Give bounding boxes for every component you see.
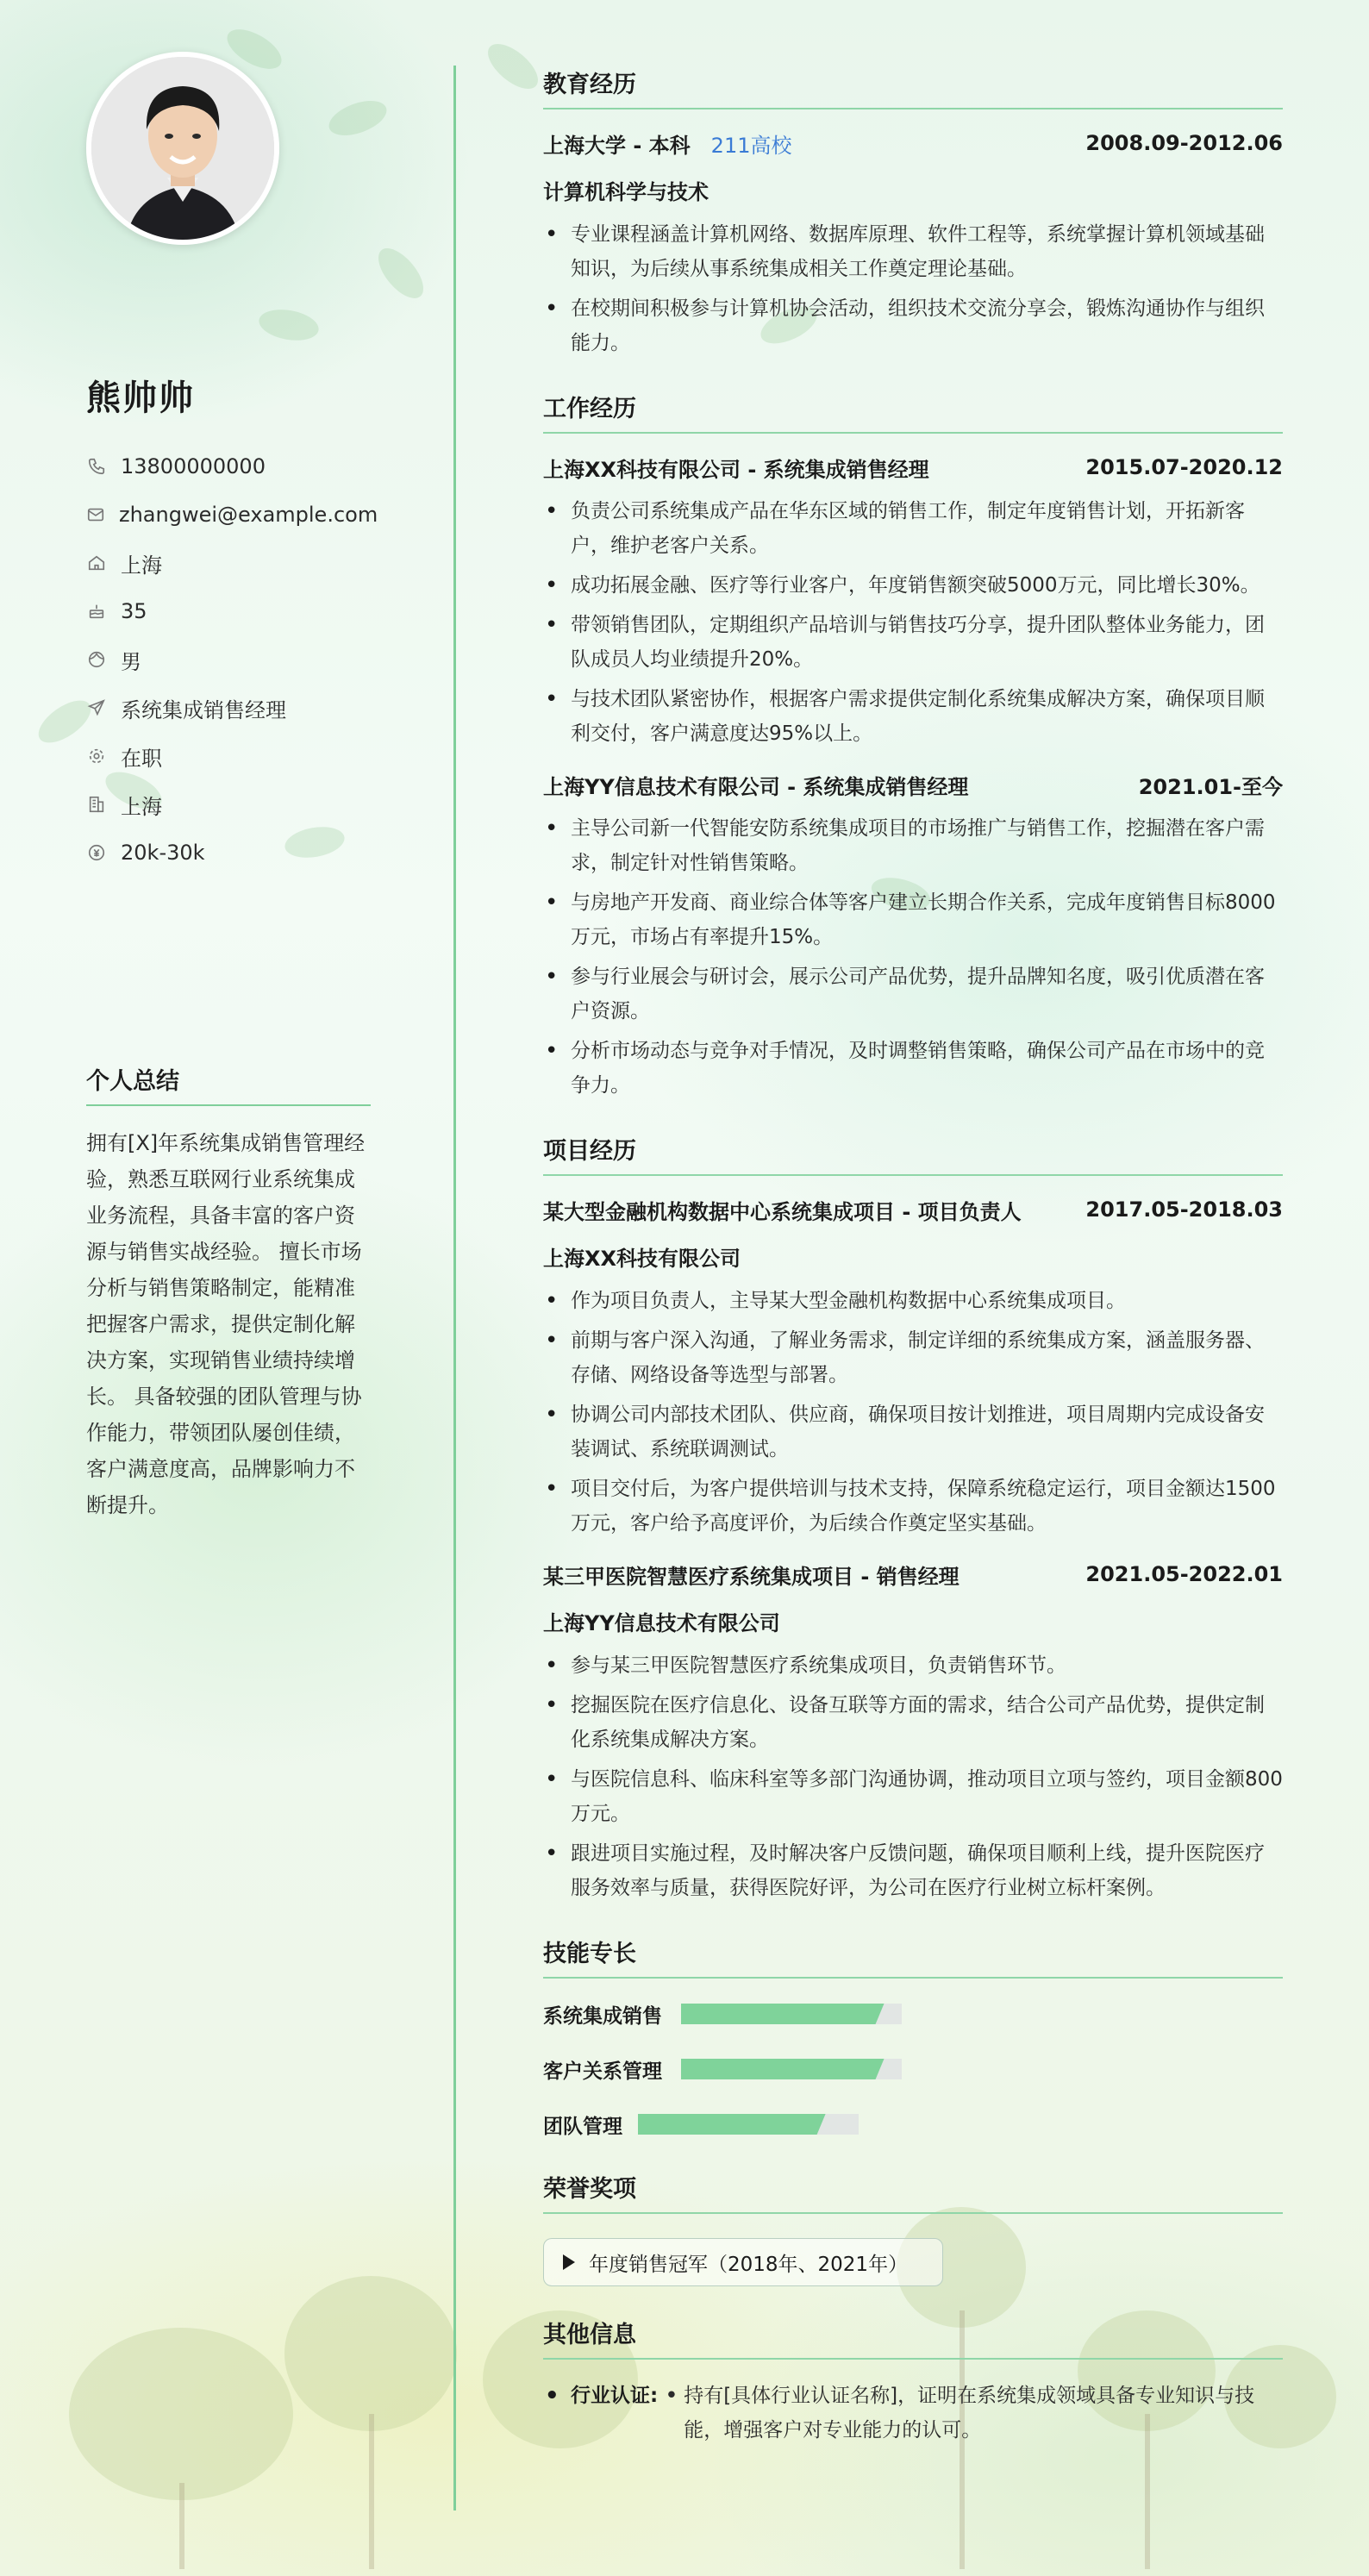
other-value: • 持有[具体行业认证名称]，证明在系统集成领域具备专业知识与技能，增强客户对专业能力的认可。	[658, 2379, 1283, 2448]
expand-arrow-icon	[563, 2254, 575, 2270]
salary-text: 20k-30k	[121, 841, 205, 865]
other-label: • 行业认证:	[543, 2379, 658, 2448]
list-item: • 前期与客户深入沟通，了解业务需求，制定详细的系统集成方案，涵盖服务器、存储、网络设备等选型与部署。	[543, 1323, 1283, 1392]
list-item: • 跟进项目实施过程，及时解决客户反馈问题，确保项目顺利上线，提升医院医疗服务效率与质量，获得医院好评，为公司在医疗行业树立标杆案例。	[543, 1836, 1283, 1905]
building-icon	[86, 794, 107, 815]
other-item	[543, 2379, 1283, 2448]
work-entry	[543, 770, 1283, 1103]
list-item: • 负责公司系统集成产品在华东区域的销售工作，制定年度销售计划，开拓新客户，维护老客户关系。	[543, 494, 1283, 563]
work-bullets	[543, 811, 1283, 1103]
list-item: • 作为项目负责人，主导某大型金融机构数据中心系统集成项目。	[543, 1284, 1283, 1318]
project-company: 上海YY信息技术有限公司	[543, 1611, 780, 1635]
project-company: 上海XX科技有限公司	[543, 1247, 741, 1271]
awards-title: 荣誉奖项	[543, 2170, 1283, 2214]
skill-bar	[681, 2059, 902, 2079]
email-text: zhangwei@example.com	[119, 503, 378, 527]
education-entry	[543, 128, 1283, 360]
main-content	[543, 66, 1283, 2477]
column-divider	[453, 66, 456, 2510]
work-company: 上海YY信息技术有限公司 - 系统集成销售经理	[543, 774, 969, 799]
phone-text: 13800000000	[121, 454, 266, 478]
phone-icon	[86, 456, 107, 477]
skills-title: 技能专长	[543, 1935, 1283, 1979]
skill-label: 团队管理	[543, 2115, 622, 2138]
award-text: 年度销售冠军（2018年、2021年）	[589, 2253, 909, 2276]
list-item: • 分析市场动态与竞争对手情况，及时调整销售策略，确保公司产品在市场中的竞争力。	[543, 1034, 1283, 1103]
list-item: • 带领销售团队，定期组织产品培训与销售技巧分享，提升团队整体业务能力，团队成员人均业绩提升20%。	[543, 608, 1283, 677]
age-text: 35	[121, 599, 147, 623]
project-name: 某三甲医院智慧医疗系统集成项目 - 销售经理	[543, 1564, 960, 1589]
face-icon	[86, 649, 107, 670]
location-text: 上海	[121, 553, 162, 578]
work-entry	[543, 453, 1283, 751]
summary-text: 拥有[X]年系统集成销售管理经验，熟悉互联网行业系统集成业务流程，具备丰富的客户资源与销售实战经验。 擅长市场分析与销售策略制定，能精准把握客户需求，提供定制化解决方案，实现销售业绩持续增长。 具备较强的团队管理与协作能力，带领团队屡创佳绩，客户满意度高，品牌影响力不断提升。	[86, 1131, 366, 1517]
list-item: • 与技术团队紧密协作，根据客户需求提供定制化系统集成解决方案，确保项目顺利交付，客户满意度达95%以上。	[543, 682, 1283, 751]
mail-icon	[86, 504, 105, 525]
major: 计算机科学与技术	[543, 180, 709, 204]
other-title: 其他信息	[543, 2316, 1283, 2360]
person-portrait-icon	[91, 57, 274, 240]
education-title: 教育经历	[543, 66, 1283, 109]
money-icon	[86, 842, 107, 863]
list-item: • 项目交付后，为客户提供培训与技术支持，保障系统稳定运行，项目金额达1500万元，客户给予高度评价，为后续合作奠定坚实基础。	[543, 1472, 1283, 1541]
cake-icon	[86, 601, 107, 622]
skill-item	[543, 2108, 926, 2141]
list-item: • 在校期间积极参与计算机协会活动，组织技术交流分享会，锻炼沟通协作与组织能力。	[543, 291, 1283, 360]
work-date: 2015.07-2020.12	[1085, 455, 1283, 479]
skill-fill	[681, 2004, 885, 2024]
skill-label: 客户关系管理	[543, 2060, 662, 2083]
school-tag: 211高校	[710, 133, 792, 158]
info-position	[86, 684, 371, 732]
other-section	[543, 2316, 1283, 2448]
list-item: • 与房地产开发商、商业综合体等客户建立长期合作关系，完成年度销售目标8000万元，市场占有率提升15%。	[543, 885, 1283, 954]
list-item: • 与医院信息科、临床科室等多部门沟通协调，推动项目立项与签约，项目金额800万元。	[543, 1762, 1283, 1831]
project-date: 2021.05-2022.01	[1085, 1562, 1283, 1586]
skills-list	[543, 1998, 1283, 2141]
skill-item	[543, 2053, 926, 2085]
list-item: • 协调公司内部技术团队、供应商，确保项目按计划推进，项目周期内完成设备安装调试、系统联调测试。	[543, 1397, 1283, 1466]
info-email	[86, 491, 378, 539]
project-bullets	[543, 1648, 1283, 1905]
skill-fill	[638, 2114, 826, 2135]
status-icon	[86, 746, 107, 766]
project-entry	[543, 1560, 1283, 1905]
project-section	[543, 1132, 1283, 1905]
skill-bar	[681, 2004, 902, 2024]
info-gender	[86, 635, 371, 684]
position-text: 系统集成销售经理	[121, 697, 286, 722]
list-item: • 成功拓展金融、医疗等行业客户，年度销售额突破5000万元，同比增长30%。	[543, 568, 1283, 603]
list-item: • 参与某三甲医院智慧医疗系统集成项目，负责销售环节。	[543, 1648, 1283, 1683]
education-section	[543, 66, 1283, 360]
project-entry	[543, 1195, 1283, 1541]
award-item[interactable]	[543, 2238, 943, 2286]
list-item: • 挖掘医院在医疗信息化、设备互联等方面的需求，结合公司产品优势，提供定制化系统集成解决方案。	[543, 1688, 1283, 1757]
info-location	[86, 539, 371, 587]
info-age	[86, 587, 371, 635]
work-date: 2021.01-至今	[1138, 774, 1283, 799]
work-title: 工作经历	[543, 390, 1283, 434]
project-date: 2017.05-2018.03	[1085, 1197, 1283, 1222]
contact-info	[86, 442, 378, 877]
work-company: 上海XX科技有限公司 - 系统集成销售经理	[543, 457, 929, 482]
city-text: 上海	[121, 794, 162, 819]
summary-title: 个人总结	[86, 1062, 371, 1106]
education-bullets	[543, 217, 1283, 360]
info-city	[86, 780, 371, 828]
project-bullets	[543, 1284, 1283, 1541]
list-item: • 主导公司新一代智能安防系统集成项目的市场推广与销售工作，挖掘潜在客户需求，制定针对性销售策略。	[543, 811, 1283, 880]
gender-text: 男	[121, 649, 141, 674]
work-bullets	[543, 494, 1283, 751]
info-salary	[86, 828, 371, 877]
work-section	[543, 390, 1283, 1103]
skill-bar	[638, 2114, 859, 2135]
status-text: 在职	[121, 746, 162, 771]
skill-fill	[681, 2059, 885, 2079]
sidebar	[86, 52, 378, 877]
education-date: 2008.09-2012.06	[1085, 131, 1283, 155]
list-item: • 专业课程涵盖计算机网络、数据库原理、软件工程等，系统掌握计算机领域基础知识，为后续从事系统集成相关工作奠定理论基础。	[543, 217, 1283, 286]
info-status	[86, 732, 371, 780]
avatar	[86, 52, 279, 245]
school-name: 上海大学 - 本科	[543, 133, 691, 158]
info-phone	[86, 442, 371, 491]
summary-section	[86, 1062, 371, 1523]
send-icon	[86, 697, 107, 718]
home-icon	[86, 553, 107, 573]
candidate-name: 熊帅帅	[86, 378, 195, 418]
skill-item	[543, 1998, 926, 2030]
list-item: • 参与行业展会与研讨会，展示公司产品优势，提升品牌知名度，吸引优质潜在客户资源。	[543, 960, 1283, 1029]
skill-label: 系统集成销售	[543, 2004, 662, 2028]
project-title: 项目经历	[543, 1132, 1283, 1176]
skills-section	[543, 1935, 1283, 2141]
project-name: 某大型金融机构数据中心系统集成项目 - 项目负责人	[543, 1199, 1022, 1224]
awards-section	[543, 2170, 1283, 2286]
